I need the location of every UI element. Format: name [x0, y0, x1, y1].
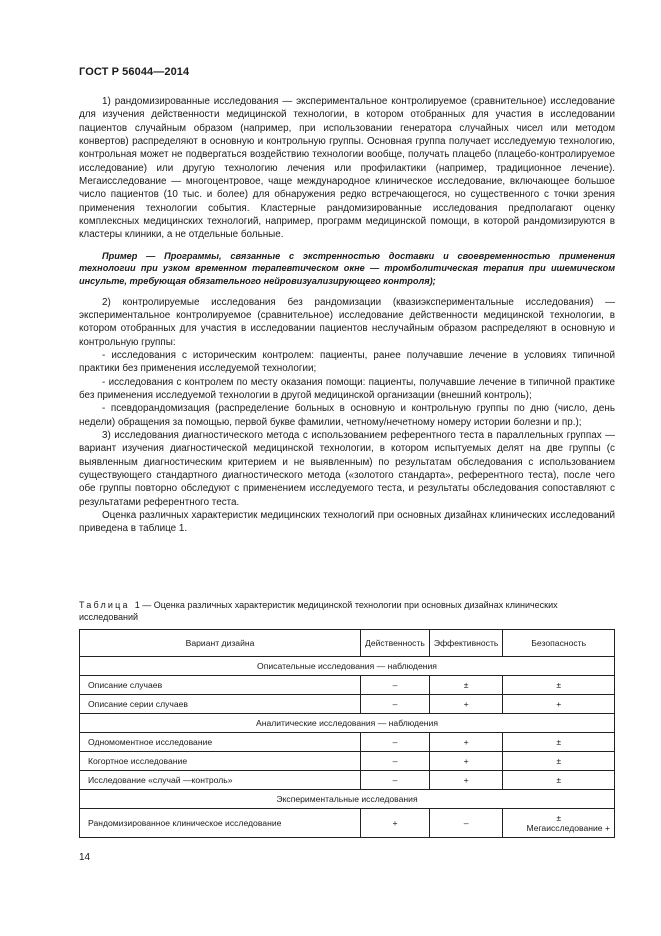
header-design: Вариант дизайна [80, 630, 361, 657]
table-row: Когортное исследование – + ± [80, 752, 615, 771]
header-effectiveness: Эффективность [429, 630, 503, 657]
list-item-site-control: - исследования с контролем по месту оказания помощи: пациенты, получавшие лечение в типичной практике без применения исследуемой технологии в другой медицинской организации (внешний контроль); [79, 376, 615, 401]
table-row: Описание серии случаев – + + [80, 695, 615, 714]
header-efficacy: Действенность [361, 630, 430, 657]
table-header-row [80, 630, 615, 657]
page-number: 14 [79, 852, 91, 863]
section-row: Экспериментальные исследования [80, 790, 615, 809]
section-row: Аналитические исследования — наблюдения [80, 714, 615, 733]
table-row: Описание случаев – ± ± [80, 676, 615, 695]
example-note: Пример — Программы, связанные с экстренностью доставки и своевременностью применения технологии при узком временном терапевтическом окне — тромболитическая терапия при ишемическом инсульте, требующая обязательного нейровизуализирующего контроля); [79, 250, 615, 286]
list-item-historical-control: - исследования с историческим контролем: пациенты, ранее получавшие лечение в условиях типичной практики без применения исследуемой технологии; [79, 349, 615, 375]
table-row: Одномоментное исследование – + ± [80, 733, 615, 752]
safety-value: ± [556, 813, 562, 823]
header-safety: Безопасность [503, 630, 615, 657]
list-item-pseudorandomization: - псевдорандомизация (распределение больных в основную и контрольную группы по дню (число, день недели) обращения за помощью, первой букве фамилии, четному/нечетному номеру истории болезни и пр.); [79, 403, 615, 428]
body-text [79, 95, 615, 536]
paragraph-table-reference: Оценка различных характеристик медицинских технологий при основных дизайнах клинических исследований приведена в таблице 1. [79, 510, 615, 535]
paragraph-diagnostic: 3) исследования диагностического метода с использованием референтного теста в параллельных группах — вариант изучения диагностической медицинской технологии, в котором испытуемых делят на две группы (с выявленным диагностическим критерием и не выявленным) по результатам обследования с использованием существующего стандартного диагностического метода («золотого стандарта», референтного теста), после чего обе группы повторно обследуют с применением исследуемого теста, и результаты обследования сопоставляют с результатами референтного теста. [79, 430, 615, 508]
table-row: Исследование «случай —контроль» – + ± [80, 771, 615, 790]
table-caption-text: 1 — Оценка различных характеристик медицинской технологии при основных дизайнах клинических исследований [79, 600, 558, 622]
paragraph-randomized: 1) рандомизированные исследования — экспериментальное контролируемое (сравнительное) исследование для изучения действенности медицинской технологии, в котором отобранных для участия в исследовании пациентов случайным образом (например, при использовании генератора случайных чисел или методом конвертов) распределяют в основную и контрольную группы. Основная группа получает исследуемую технологию, контрольная может не подвергаться воздействию технологии вообще, получать плацебо (плацебо-контролируемое исследование) или другую технологию лечения или профилактики (например, традиционное лечение). Мегаисследование — многоцентровое, чаще международное клиническое исследование, включающее большое число пациентов (10 тыс. и более) для обнаружения редко встречающегося, но существенного с точки зрения применения технологии события. Кластерные рандомизированные исследования предполагают оценку комплексных медицинских технологий, например, программ медицинской помощи, в которой рандомизируются в кластеры клиники, а не отдельные больные. [79, 96, 615, 241]
section-row: Описательные исследования — наблюдения [80, 657, 615, 676]
standard-header: ГОСТ Р 56044—2014 [79, 66, 190, 78]
mega-study-note: Мегаисследование + [526, 823, 610, 833]
table-caption [79, 599, 615, 623]
table-caption-label: Таблица [79, 600, 130, 610]
comparison-table [79, 629, 615, 838]
table-row: Рандомизированное клиническое исследование + – ± Мегаисследование + [80, 809, 615, 838]
paragraph-nonrandomized: 2) контролируемые исследования без рандомизации (квазиэкспериментальные исследования) — экспериментальное контролируемое (сравнительное) исследование действенности медицинской технологии, в котором отобранных для участия в исследовании пациентов неслучайным образом распределяют в основную и контрольную группы: [79, 296, 615, 348]
